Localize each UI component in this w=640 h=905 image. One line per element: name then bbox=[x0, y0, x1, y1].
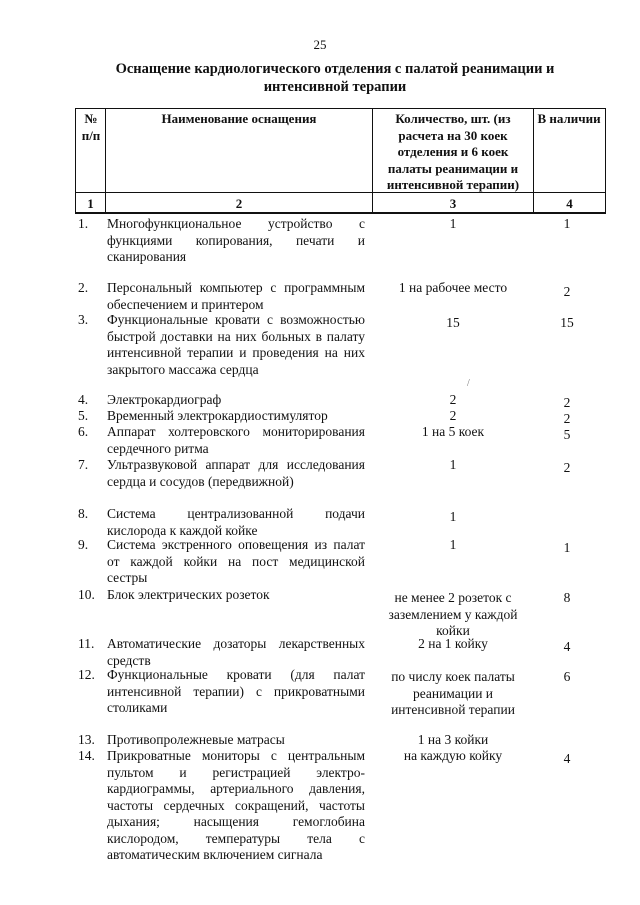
row-index: 4. bbox=[78, 392, 89, 407]
row-avail: 4 bbox=[563, 639, 571, 654]
scan-mark: / bbox=[467, 378, 470, 389]
row-qty: 1 bbox=[449, 457, 457, 472]
row-name: Блок электрических розеток bbox=[107, 587, 270, 602]
row-qty: 15 bbox=[446, 315, 460, 330]
row-name: Временный электрокардиостимулятор bbox=[107, 408, 328, 423]
row-index: 9. bbox=[78, 537, 89, 552]
row-name: Автоматические дозаторы лекарственных средств bbox=[107, 636, 365, 668]
table-border-bottom bbox=[75, 212, 606, 214]
row-avail: 5 bbox=[563, 427, 571, 442]
row-name: Противопролежневые матрасы bbox=[107, 732, 285, 747]
row-avail: 1 bbox=[563, 216, 571, 231]
page-title: Оснащение кардиологического отделения с палатой реанимации и интенсивной терапии bbox=[115, 61, 555, 95]
table-border-v4 bbox=[605, 108, 606, 213]
row-avail: 6 bbox=[563, 669, 571, 684]
row-name: Функциональные кровати (для палат интенсивной терапии) с прикроватными столиками bbox=[107, 667, 365, 715]
row-qty: 1 на рабочее место bbox=[398, 280, 508, 295]
column-number: 2 bbox=[235, 196, 243, 211]
row-name: Система централизованной подачи кислорода к каждой койке bbox=[107, 506, 365, 538]
row-index: 8. bbox=[78, 506, 89, 521]
row-name: Прикроватные мониторы с центральным пультом и регистрацией электро-кардиограммы, артериального давления, частоты сердечных сокращений, частоты дыхания; насыщения гемоглобина кислородом, температуры тела с автоматическим включением сигнала bbox=[107, 748, 365, 862]
row-index: 2. bbox=[78, 280, 89, 295]
column-number: 4 bbox=[566, 196, 573, 211]
row-index: 14. bbox=[78, 748, 95, 763]
row-index: 12. bbox=[78, 667, 95, 682]
row-index: 1. bbox=[78, 216, 89, 231]
row-qty: 1 bbox=[449, 509, 457, 524]
row-index: 13. bbox=[78, 732, 95, 747]
row-index: 10. bbox=[78, 587, 95, 602]
row-index: 11. bbox=[78, 636, 95, 651]
row-qty: 1 на 3 койки bbox=[417, 732, 489, 747]
row-index: 6. bbox=[78, 424, 89, 439]
page-number: 25 bbox=[313, 37, 327, 52]
header-avail: В наличии bbox=[537, 111, 601, 126]
row-avail: 1 bbox=[563, 540, 571, 555]
row-qty: 1 bbox=[449, 216, 457, 231]
header-qty: Количество, шт. (из расчета на 30 коек отделения и 6 коек палаты реанимации и интенсивной терапии) bbox=[386, 111, 520, 192]
row-name: Многофункциональное устройство с функциями копирования, печати и сканирования bbox=[107, 216, 365, 264]
row-index: 5. bbox=[78, 408, 89, 423]
row-name: Функциональные кровати с возможностью быстрой доставки на них больных в палату интенсивной терапии и проведения на них закрытого массажа сердца bbox=[107, 312, 365, 377]
row-name: Система экстренного оповещения из палат от каждой койки на пост медицинской сестры bbox=[107, 537, 365, 585]
row-avail: 4 bbox=[563, 751, 571, 766]
row-qty: 1 на 5 коек bbox=[421, 424, 485, 439]
row-avail: 2 bbox=[563, 284, 571, 299]
row-qty: 2 на 1 койку bbox=[418, 636, 488, 651]
header-num: № п/п bbox=[81, 111, 101, 143]
row-qty: не менее 2 розеток с заземлением у каждой койки bbox=[388, 590, 518, 638]
row-qty: по числу коек палаты реанимации и интенсивной терапии bbox=[391, 669, 515, 717]
row-avail: 2 bbox=[563, 460, 571, 475]
row-qty: 2 bbox=[449, 408, 457, 423]
column-number: 1 bbox=[87, 196, 94, 211]
row-avail: 2 bbox=[563, 395, 571, 410]
row-qty: на каждую койку bbox=[403, 748, 503, 763]
header-name: Наименование оснащения bbox=[161, 111, 317, 126]
row-index: 7. bbox=[78, 457, 89, 472]
column-number: 3 bbox=[449, 196, 457, 211]
row-index: 3. bbox=[78, 312, 89, 327]
row-avail: 15 bbox=[560, 315, 574, 330]
row-name: Персональный компьютер с программным обеспечением и принтером bbox=[107, 280, 365, 312]
table-border-top bbox=[75, 108, 606, 109]
row-avail: 8 bbox=[563, 590, 571, 605]
row-name: Ультразвуковой аппарат для исследования сердца и сосудов (передвижной) bbox=[107, 457, 365, 489]
row-avail: 2 bbox=[563, 411, 571, 426]
row-qty: 1 bbox=[449, 537, 457, 552]
row-name: Электрокардиограф bbox=[107, 392, 222, 407]
row-name: Аппарат холтеровского мониторирования сердечного ритма bbox=[107, 424, 365, 456]
row-qty: 2 bbox=[449, 392, 457, 407]
